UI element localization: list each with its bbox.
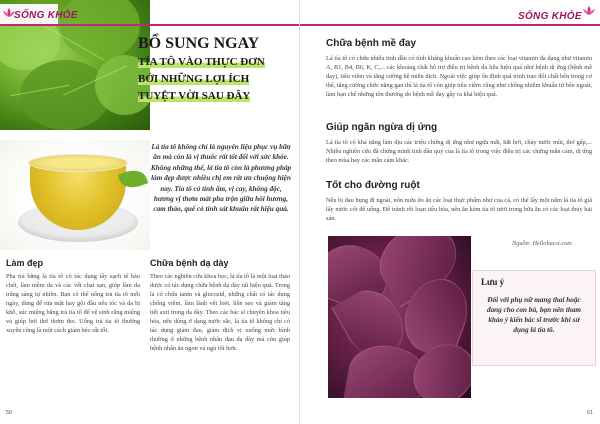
note-title: Lưu ý xyxy=(481,277,505,287)
lotus-icon xyxy=(582,4,596,18)
article-title xyxy=(138,34,298,105)
body-rash: Lá tía tô có chứa nhiều tinh dầu có tính kháng khuẩn cao kèm theo các loại vitamin đa dạng như vitamin A, B1, B4, B6, K, C,... các khoáng chất hỗ trợ điều trị bệnh da liễu hiệu quả như bệnh dị ứng (bệnh mề đay), tiêu viêm và tăng cường hệ miễn dịch. Ngoài việc giúp ổn định quá trình trao đổi chất bên trong cơ thể, tăng cường chức năng gan thì lá tía tô còn giúp tiêu viêm cũng như chống nhiễm khuẩn từ bên ngoài, làm bạn chế những tổn thương do bệnh mề đay gây ra khá hiệu quả. xyxy=(326,55,592,98)
body-stomach: Theo các nghiên cứu khoa học, lá tía tô là một loại thảo dược có tác dụng chữa bệnh dạ dày rất hiệu quả. Trong lá có chứa tanin và glucozid, những chất có tác dụng chống viêm, làm lành vết loét, liền sẹo và giảm tăng tiết axit trong dạ dày. Theo các bác sĩ chuyên khoa tiêu hóa, nếu dùng ở dạng nước sắc, lá tía tô không chỉ có tác dụng giảm đau, giảm dịch vị xuống mức bình thường ở những bệnh nhân đau dạ dày mà còn giúp bệnh nhân ăn ngon và ngủ tốt hơn. xyxy=(150,273,290,352)
title-line-4: TUYỆT VỜI SAU ĐÂY xyxy=(138,90,251,102)
tea-cup-photo xyxy=(0,140,150,250)
heading-bowel: Tốt cho đường ruột xyxy=(326,180,420,191)
title-line-4-wrap xyxy=(138,88,298,105)
section-label-left: SỐNG KHỎE xyxy=(14,10,78,21)
title-line-3: BỞI NHỮNG LỢI ÍCH xyxy=(138,73,250,85)
section-label-right: SỐNG KHỎE xyxy=(518,11,582,22)
purple-perilla-photo xyxy=(328,236,471,398)
title-line-2-wrap xyxy=(138,54,298,71)
heading-allergy: Giúp ngăn ngừa dị ứng xyxy=(326,122,438,133)
heading-stomach: Chữa bệnh dạ dày xyxy=(150,258,229,268)
title-line-2: TÍA TÔ VÀO THỰC ĐƠN xyxy=(138,56,265,68)
body-beauty: Pha trà bằng lá tía tô có tác dụng tẩy sạch tế bào chết, làm mềm da và các vết chai sạn, giúp làm da trắng sáng tự nhiên. Bạn có thể uống trà tía tô mỗi ngày, dùng để rửa mặt hay gội đầu nếu tóc và da bị khô, súc miệng bằng trà tía tô để vệ sinh răng miệng và giúp hơi thở thơm tho. Uống trà tía tô thường xuyên cũng là một cách giảm béo rất tốt. xyxy=(6,273,140,334)
body-bowel: Nếu bị đau bụng đi ngoài, nôn mửa do ăn các loại thực phẩm như cua cá, có thể lấy một nắm lá tía tô giã lấy nước cốt để uống. Để tránh rối loạn tiêu hóa, nên ăn kèm tía tô tươi trong bữa ăn có các loại thủy hải sản. xyxy=(326,197,592,222)
title-line-3-wrap xyxy=(138,71,298,88)
heading-rash: Chữa bệnh mề đay xyxy=(326,38,417,49)
heading-beauty: Làm đẹp xyxy=(6,258,44,268)
header-rule xyxy=(300,24,600,26)
cup-rim xyxy=(28,154,128,172)
header-rule xyxy=(0,24,300,26)
body-allergy: Lá tía tô có khả năng làm dịu các triệu chứng dị ứng như ngứa mắt, hắt hơi, chảy nước mũi, thở gấp,... Nhiều nghiên cứu đã chứng minh tinh dầu quý của lá tía tô trong việc điều trị các chứng mẫn cảm, dị ứng theo mùa hay các mẫn cảm khác. xyxy=(326,139,592,164)
note-text: Đối với phụ nữ mang thai hoặc đang cho con bú, bạn nên tham khảo ý kiến bác sĩ trước khi sử dụng lá tía tô. xyxy=(486,296,582,334)
page-number-right: 51 xyxy=(587,410,594,416)
page-number-left: 50 xyxy=(6,410,13,416)
source-credit: Nguồn: Hellobacsi.com xyxy=(512,240,572,247)
note-box xyxy=(472,270,596,366)
right-page xyxy=(300,0,600,424)
right-header xyxy=(300,0,600,28)
left-header xyxy=(0,0,300,28)
intro-text: Lá tía tô không chỉ là nguyên liệu phục vụ bữa ăn mà còn là vị thuốc rất tốt đối với sức khỏe. Không những thế, lá tía tô còn là phương pháp làm đẹp được nhiều chị em rất ưa chuộng hiện nay. Tía tô có tính ấm, vị cay, không độc, hương vị thơm mát pha trộn giữa hồi hương, cam thảo, quế có tính sát khuẩn rất hiệu quả. xyxy=(150,143,292,214)
title-line-1: BỔ SUNG NGAY xyxy=(138,35,260,52)
